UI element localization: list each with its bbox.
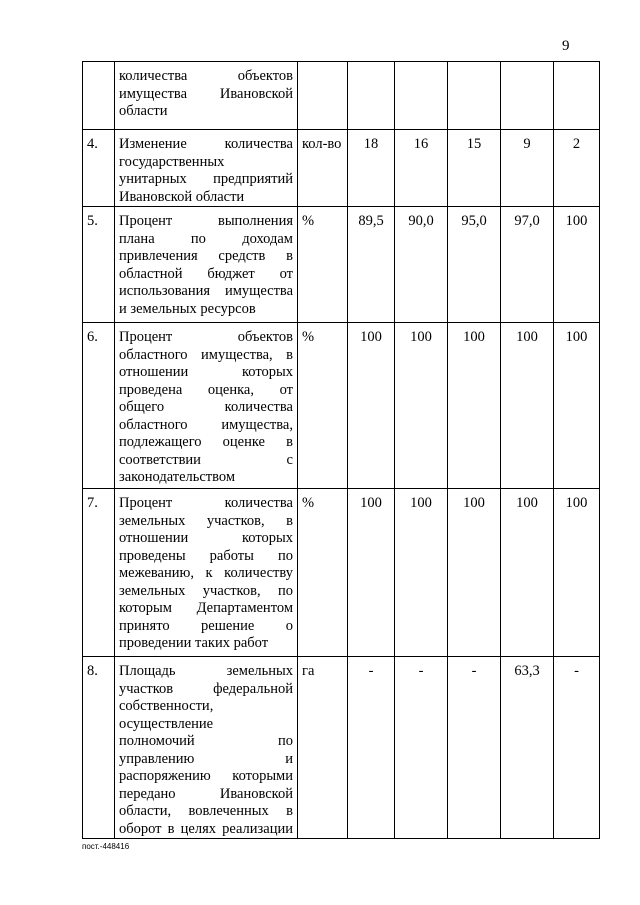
indicator-name-line: проведении таких работ bbox=[119, 635, 269, 651]
indicator-name-line: Процент количества bbox=[119, 495, 293, 511]
value-cell bbox=[448, 62, 501, 130]
unit-cell: % bbox=[298, 207, 348, 323]
table-row bbox=[83, 657, 600, 839]
indicator-name-line: привлечения средств в bbox=[119, 248, 293, 264]
value-cell: 89,5 bbox=[348, 207, 395, 323]
value-cell bbox=[501, 62, 554, 130]
value-cell: - bbox=[554, 657, 600, 839]
value-cell: 63,3 bbox=[501, 657, 554, 839]
document-code: пост.-448416 bbox=[82, 842, 130, 851]
value-cell: 100 bbox=[501, 323, 554, 489]
indicator-name-line: участков федеральной bbox=[119, 680, 293, 697]
value-cell: 100 bbox=[501, 489, 554, 657]
unit-cell: % bbox=[298, 323, 348, 489]
indicator-name-line: Площадь земельных bbox=[119, 663, 293, 679]
value-cell: 100 bbox=[448, 323, 501, 489]
indicator-name-line: собственности, bbox=[119, 698, 214, 714]
indicator-name-line: законодательством bbox=[119, 469, 236, 485]
value-cell: 100 bbox=[554, 323, 600, 489]
unit-cell bbox=[298, 62, 348, 130]
indicator-name-line: передано Ивановской bbox=[119, 785, 293, 802]
table-row bbox=[83, 207, 600, 323]
indicator-name-line: Ивановской области bbox=[119, 188, 245, 205]
value-cell: 95,0 bbox=[448, 207, 501, 323]
indicator-name-line: оборот в целях реализации bbox=[119, 820, 293, 837]
indicator-name-line: подлежащего оценке в bbox=[119, 434, 293, 450]
indicator-name-line: Процент выполнения bbox=[119, 213, 293, 229]
indicator-name-line: имущества Ивановской bbox=[119, 85, 293, 102]
indicator-name-line: отношении которых bbox=[119, 530, 293, 546]
value-cell bbox=[554, 62, 600, 130]
row-number: 7. bbox=[83, 489, 115, 657]
indicator-name bbox=[115, 207, 298, 323]
value-cell: - bbox=[448, 657, 501, 839]
value-cell: 100 bbox=[554, 489, 600, 657]
value-cell bbox=[348, 62, 395, 130]
indicator-name-line: государственных bbox=[119, 153, 225, 170]
indicator-name-line: принято решение о bbox=[119, 617, 293, 634]
indicator-name-line: распоряжению которыми bbox=[119, 768, 293, 784]
row-number: 5. bbox=[83, 207, 115, 323]
indicator-name-line: полномочий по bbox=[119, 733, 293, 749]
indicator-name bbox=[115, 62, 298, 130]
row-number bbox=[83, 62, 115, 130]
unit-cell: га bbox=[298, 657, 348, 839]
indicator-name-line: проведены работы по bbox=[119, 547, 293, 564]
indicator-name-line: плана по доходам bbox=[119, 230, 293, 247]
indicator-name bbox=[115, 323, 298, 489]
indicator-name-line: областного имущества, bbox=[119, 416, 293, 433]
indicator-name-line: количества объектов bbox=[119, 68, 293, 84]
indicator-name-line: которым Департаментом bbox=[119, 600, 293, 616]
page-number: 9 bbox=[562, 38, 570, 54]
indicator-name-line: межеванию, к количеству bbox=[119, 565, 293, 581]
value-cell: - bbox=[348, 657, 395, 839]
row-number: 6. bbox=[83, 323, 115, 489]
value-cell: 100 bbox=[554, 207, 600, 323]
value-cell: 100 bbox=[348, 323, 395, 489]
value-cell: 97,0 bbox=[501, 207, 554, 323]
value-cell: 100 bbox=[395, 323, 448, 489]
indicator-name bbox=[115, 130, 298, 207]
unit-cell: % bbox=[298, 489, 348, 657]
value-cell: 15 bbox=[448, 130, 501, 207]
indicator-name-line: унитарных предприятий bbox=[119, 171, 293, 187]
indicator-name-line: отношении которых bbox=[119, 364, 293, 380]
value-cell: 100 bbox=[448, 489, 501, 657]
indicator-name-line: Процент объектов bbox=[119, 329, 293, 345]
indicator-name-line: общего количества bbox=[119, 399, 293, 415]
indicator-name bbox=[115, 489, 298, 657]
indicator-name-line: осуществление bbox=[119, 715, 214, 732]
value-cell: 9 bbox=[501, 130, 554, 207]
row-number: 8. bbox=[83, 657, 115, 839]
indicator-name-line: использования имущества bbox=[119, 283, 293, 299]
value-cell: 100 bbox=[348, 489, 395, 657]
value-cell bbox=[395, 62, 448, 130]
value-cell: 90,0 bbox=[395, 207, 448, 323]
value-cell: 2 bbox=[554, 130, 600, 207]
value-cell: 16 bbox=[395, 130, 448, 207]
indicator-name-line: области, вовлеченных в bbox=[119, 803, 293, 819]
indicator-name-line: земельных участков, по bbox=[119, 582, 293, 599]
indicator-name-line: областной бюджет от bbox=[119, 265, 293, 282]
value-cell: 100 bbox=[395, 489, 448, 657]
indicator-name-line: и земельных ресурсов bbox=[119, 300, 256, 317]
indicator-name-line: соответствии с bbox=[119, 451, 293, 468]
indicator-name-line: земельных участков, в bbox=[119, 512, 293, 529]
indicators-table bbox=[82, 61, 600, 839]
unit-cell: кол-во bbox=[298, 130, 348, 207]
table-row bbox=[83, 323, 600, 489]
value-cell: - bbox=[395, 657, 448, 839]
indicator-name bbox=[115, 657, 298, 839]
indicator-name-line: проведена оценка, от bbox=[119, 381, 293, 398]
indicator-name-line: области bbox=[119, 103, 168, 119]
indicator-name-line: управлению и bbox=[119, 750, 293, 767]
row-number: 4. bbox=[83, 130, 115, 207]
indicator-name-line: областного имущества, в bbox=[119, 346, 293, 363]
value-cell: 18 bbox=[348, 130, 395, 207]
table-row bbox=[83, 62, 600, 130]
table-row bbox=[83, 489, 600, 657]
table-row bbox=[83, 130, 600, 207]
indicator-name-line: Изменение количества bbox=[119, 136, 293, 152]
